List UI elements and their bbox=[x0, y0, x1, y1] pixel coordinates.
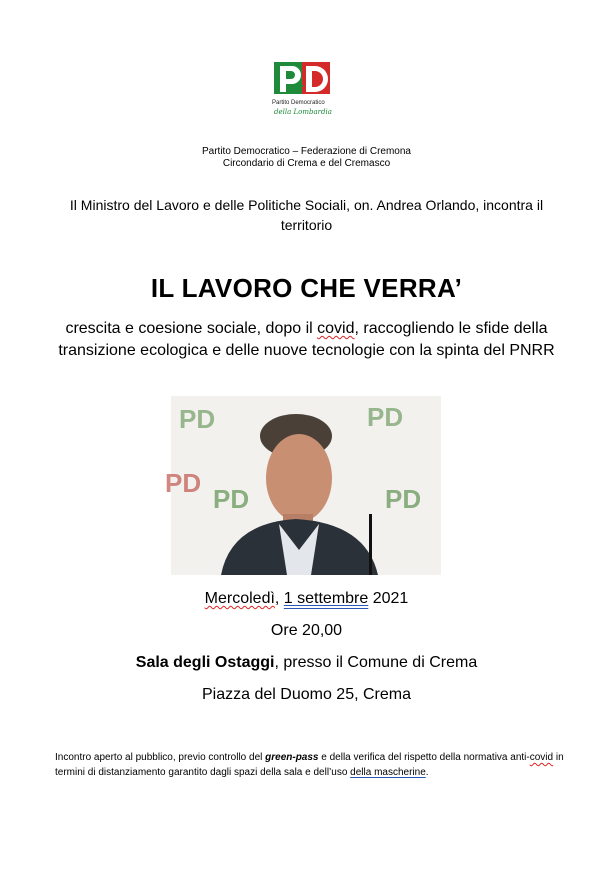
event-year: 2021 bbox=[368, 590, 409, 607]
event-date-separator: , bbox=[274, 590, 284, 607]
backdrop-logo: PD bbox=[179, 404, 216, 434]
event-title: IL LAVORO CHE VERRA’ bbox=[150, 273, 463, 303]
footer-mascherine: della mascherine bbox=[350, 767, 426, 778]
footer-note bbox=[55, 750, 565, 780]
logo-party-name: Partito Democratico bbox=[272, 100, 325, 106]
speaker-photo-illustration bbox=[165, 396, 441, 575]
backdrop-logo: PD bbox=[385, 484, 422, 514]
organization-line-1: Partito Democratico – Federazione di Cremona bbox=[202, 146, 411, 157]
backdrop-logo: PD bbox=[213, 484, 250, 514]
footer-part-1: Incontro aperto al pubblico, previo controllo del bbox=[55, 752, 266, 763]
footer-part-2: e della verifica del rispetto della normativa anti- bbox=[318, 752, 530, 763]
event-weekday: Mercoledì bbox=[204, 590, 275, 607]
subtitle-covid: covid bbox=[317, 320, 355, 337]
event-address: Piazza del Duomo 25, Crema bbox=[202, 686, 411, 703]
subtitle-part-2: , raccogliendo le sfide della transizione ecologica e delle nuove tecnologie con la spinta del PNRR bbox=[58, 320, 555, 359]
footer-part-3: in termini di distanziamento garantito dagli spazi della sala e dell’uso bbox=[55, 752, 564, 778]
intro-text: Il Ministro del Lavoro e delle Politiche Sociali, on. Andrea Orlando, incontra il territorio bbox=[69, 197, 544, 233]
event-venue bbox=[0, 654, 613, 672]
venue-location: , presso il Comune di Crema bbox=[274, 654, 478, 671]
organization-header bbox=[0, 146, 613, 170]
venue-name: Sala degli Ostaggi bbox=[135, 654, 275, 671]
subtitle-part-1: crescita e coesione sociale, dopo il bbox=[65, 320, 318, 337]
footer-part-4: . bbox=[425, 767, 429, 778]
event-time: Ore 20,00 bbox=[270, 622, 343, 639]
pd-logo-icon bbox=[272, 60, 332, 96]
pd-logo bbox=[266, 60, 346, 122]
backdrop-logo: PD bbox=[367, 402, 404, 432]
event-day-month: 1 settembre bbox=[283, 590, 369, 607]
event-subtitle bbox=[50, 318, 563, 362]
speaker-photo bbox=[165, 396, 441, 575]
logo-region-name: della Lombardia bbox=[274, 108, 332, 116]
footer-green-pass: green-pass bbox=[265, 752, 319, 763]
event-date bbox=[0, 590, 613, 608]
footer-covid: covid bbox=[529, 752, 554, 763]
backdrop-logo: PD bbox=[165, 468, 202, 498]
organization-line-2: Circondario di Crema e del Cremasco bbox=[222, 158, 391, 169]
